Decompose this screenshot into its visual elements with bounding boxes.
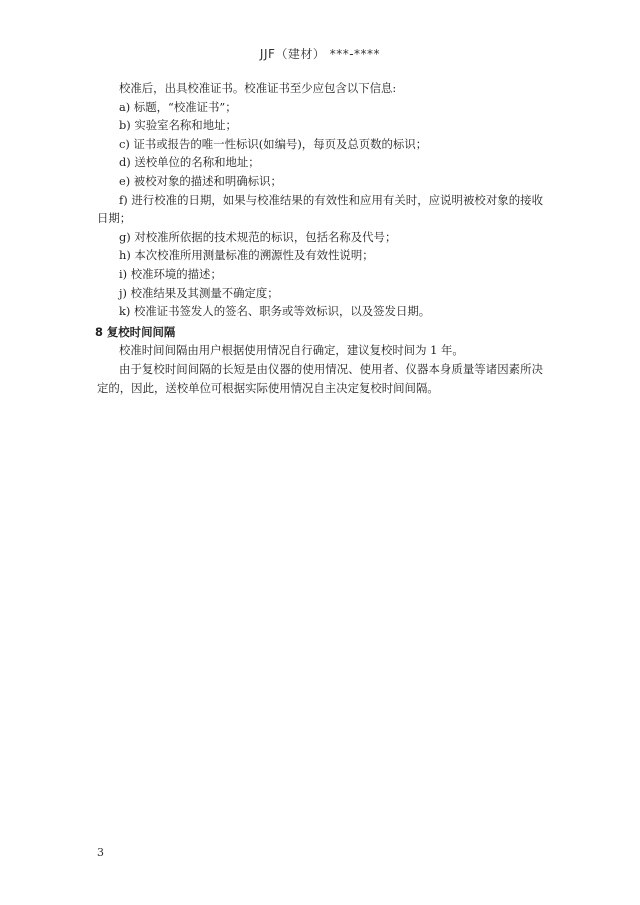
list-item-k: k) 校准证书签发人的签名、职务或等效标识，以及签发日期。 (119, 304, 431, 319)
list-item-a: a) 标题，“校准证书”； (119, 99, 237, 114)
section-paragraph: 校准时间间隔由用户根据使用情况自行确定，建议复校时间为 1 年。 (119, 343, 464, 358)
list-item-e: e) 被校对象的描述和明确标识； (119, 173, 282, 188)
section-paragraph: 由于复校时间间隔的长短是由仪器的使用情况、使用者、仪器本身质量等诸因素所决定的，因此，送校单位可根据实际使用情况自主决定复校时间间隔。 (97, 361, 543, 395)
page-number: 3 (97, 846, 104, 859)
list-item-b: b) 实验室名称和地址； (119, 118, 237, 133)
list-item-h: h) 本次校准所用测量标准的溯源性及有效性说明； (119, 248, 374, 263)
list-item-g: g) 对校准所依据的技术规范的标识，包括名称及代号； (119, 229, 397, 244)
page-content (97, 79, 543, 397)
list-item-c: c) 证书或报告的唯一性标识(如编号)，每页及总页数的标识； (119, 136, 428, 151)
list-item-j: j) 校准结果及其测量不确定度； (119, 285, 279, 300)
list-item-i: i) 校准环境的描述； (119, 266, 222, 281)
page-header: JJF（建材） ***-**** (259, 47, 381, 61)
list-item-f: f) 进行校准的日期，如果与校准结果的有效性和应用有关时，应说明被校对象的接收日期； (97, 192, 543, 226)
intro-text: 校准后，出具校准证书。校准证书至少应包含以下信息: (119, 81, 397, 95)
list-item-d: d) 送校单位的名称和地址； (119, 155, 260, 170)
section-heading: 8 复校时间间隔 (95, 324, 176, 339)
